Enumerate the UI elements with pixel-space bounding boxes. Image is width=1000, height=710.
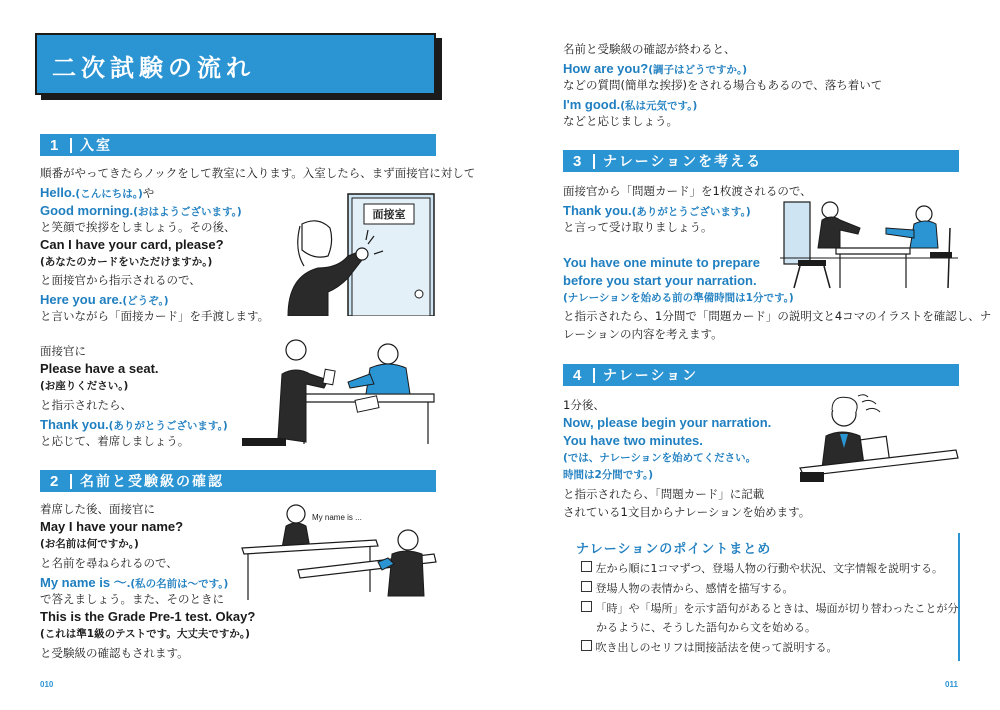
text-line: と受験級の確認もされます。 xyxy=(40,646,189,660)
text-line: と面接官から指示されるので、 xyxy=(40,273,201,287)
point-text: 「時」や「場所」を示す語句があるときは、場面が切り替わったことが分 xyxy=(595,602,959,615)
translation: (ありがとうございます。) xyxy=(108,420,228,432)
door-sign: 面接室 xyxy=(372,208,406,221)
translation: (私は元気です。) xyxy=(620,100,698,112)
text-line: で答えましょう。また、そのときに xyxy=(40,592,224,606)
text-line: と応じて、着席しましょう。 xyxy=(40,434,190,448)
text-line: 1分後、 xyxy=(563,398,605,412)
knocking-illustration xyxy=(268,184,436,316)
points-box-rule xyxy=(958,533,960,661)
speech-bubble: My name is ... xyxy=(312,513,362,522)
text-line: と指示されたら、 xyxy=(40,398,132,412)
checkbox-icon xyxy=(581,561,592,572)
translation: (これは準1級のテストです。大丈夫ですか。) xyxy=(40,628,250,640)
english-phrase: Good morning. xyxy=(40,203,134,218)
text-line: などと応じましょう。 xyxy=(563,114,678,128)
english-phrase: You have one minute to prepare xyxy=(563,255,760,270)
text-line: されている1文目からナレーションを始めます。 xyxy=(563,505,811,519)
translation: (ナレーションを始める前の準備時間は1分です。) xyxy=(563,292,794,304)
section-label: 入室 xyxy=(80,138,112,154)
text-line: 面接官から「問題カード」を1枚渡されるので、 xyxy=(563,184,812,198)
section-label: ナレーションを考える xyxy=(603,154,763,170)
checkbox-icon xyxy=(581,581,592,592)
text-line: と言って受け取りましょう。 xyxy=(563,220,713,234)
divider xyxy=(593,154,595,169)
section-number: 3 xyxy=(573,152,582,170)
divider xyxy=(593,368,595,383)
text-line: などの質問(簡単な挨拶)をされる場合もあるので、落ち着いて xyxy=(563,78,883,92)
translation: (あなたのカードをいただけますか。) xyxy=(40,256,213,268)
point-item xyxy=(581,560,943,578)
translation: (調子はどうですか。) xyxy=(648,64,748,76)
translation: (こんにちは。) xyxy=(75,188,143,200)
narrating-illustration xyxy=(796,392,960,488)
handing-card-illustration xyxy=(238,334,438,446)
english-phrase: I'm good. xyxy=(563,97,621,112)
section-4-header xyxy=(563,364,959,386)
section-number: 2 xyxy=(50,472,59,490)
english-phrase: Now, please begin your narration. xyxy=(563,415,772,430)
page-number-left: 010 xyxy=(40,680,54,689)
english-phrase: My name is 〜. xyxy=(40,575,131,590)
page-title: 二次試験の流れ xyxy=(52,54,255,82)
section-label: ナレーション xyxy=(603,368,699,384)
point-text: 吹き出しのセリフは間接話法を使って説明する。 xyxy=(595,641,838,654)
receiving-card-illustration xyxy=(780,198,958,290)
translation: (おはようございます。) xyxy=(133,206,242,218)
translation: (私の名前は〜です。) xyxy=(130,578,229,590)
point-item xyxy=(581,600,958,618)
divider xyxy=(70,138,72,153)
text-line: と笑顔で挨拶をしましょう。その後、 xyxy=(40,220,236,234)
english-phrase: Thank you. xyxy=(563,203,632,218)
section-number: 4 xyxy=(573,366,582,384)
text-line: と名前を尋ねられるので、 xyxy=(40,556,178,570)
point-text: 登場人物の表情から、感情を描写する。 xyxy=(595,582,794,595)
text: や xyxy=(142,186,155,200)
page-number-right: 011 xyxy=(945,680,958,689)
section-2-header xyxy=(40,470,436,492)
translation: (お名前は何ですか。) xyxy=(40,538,139,550)
section-label: 名前と受験級の確認 xyxy=(80,474,224,490)
english-phrase: before you start your narration. xyxy=(563,273,757,288)
translation: (では、ナレーションを始めてください。 xyxy=(563,452,757,464)
point-text-continued: かるように、そうした語句から文を始める。 xyxy=(596,621,816,634)
english-phrase: May I have your name? xyxy=(40,519,184,534)
english-phrase: Can I have your card, please? xyxy=(40,237,224,252)
points-title: ナレーションのポイントまとめ xyxy=(576,542,772,557)
section-3-header xyxy=(563,150,959,172)
text-line: と言いながら「面接カード」を手渡します。 xyxy=(40,309,270,323)
checkbox-icon xyxy=(581,640,592,651)
translation: (どうぞ。) xyxy=(122,295,169,307)
text-line: と指示されたら、1分間で「問題カード」の説明文と4コマのイラストを確認し、ナ xyxy=(563,309,992,323)
point-text: 左から順に1コマずつ、登場人物の行動や状況、文字情報を説明する。 xyxy=(595,562,944,575)
text-line: と指示されたら、「問題カード」に記載 xyxy=(563,487,765,501)
point-item xyxy=(581,580,794,598)
checkbox-icon xyxy=(581,601,592,612)
english-phrase: You have two minutes. xyxy=(563,433,703,448)
text-line: 着席した後、面接官に xyxy=(40,502,155,516)
english-phrase: How are you? xyxy=(563,61,649,76)
translation: (ありがとうございます。) xyxy=(631,206,751,218)
english-phrase: Thank you. xyxy=(40,417,109,432)
section-1-header xyxy=(40,134,436,156)
english-phrase: Hello. xyxy=(40,185,76,200)
translation: (お座りください。) xyxy=(40,380,129,392)
english-phrase: Here you are. xyxy=(40,292,123,307)
english-phrase: Please have a seat. xyxy=(40,361,159,376)
divider xyxy=(70,474,72,489)
text-line: レーションの内容を考えます。 xyxy=(563,327,723,341)
section-number: 1 xyxy=(50,136,59,154)
translation: 時間は2分間です。) xyxy=(563,469,654,481)
point-item xyxy=(581,639,838,657)
text-line: 順番がやってきたらノックをして教室に入ります。入室したら、まず面接官に対して xyxy=(40,166,476,180)
text-line: 名前と受験級の確認が終わると、 xyxy=(563,42,736,56)
english-phrase: This is the Grade Pre-1 test. Okay? xyxy=(40,609,256,624)
text-line: 面接官に xyxy=(40,344,86,358)
